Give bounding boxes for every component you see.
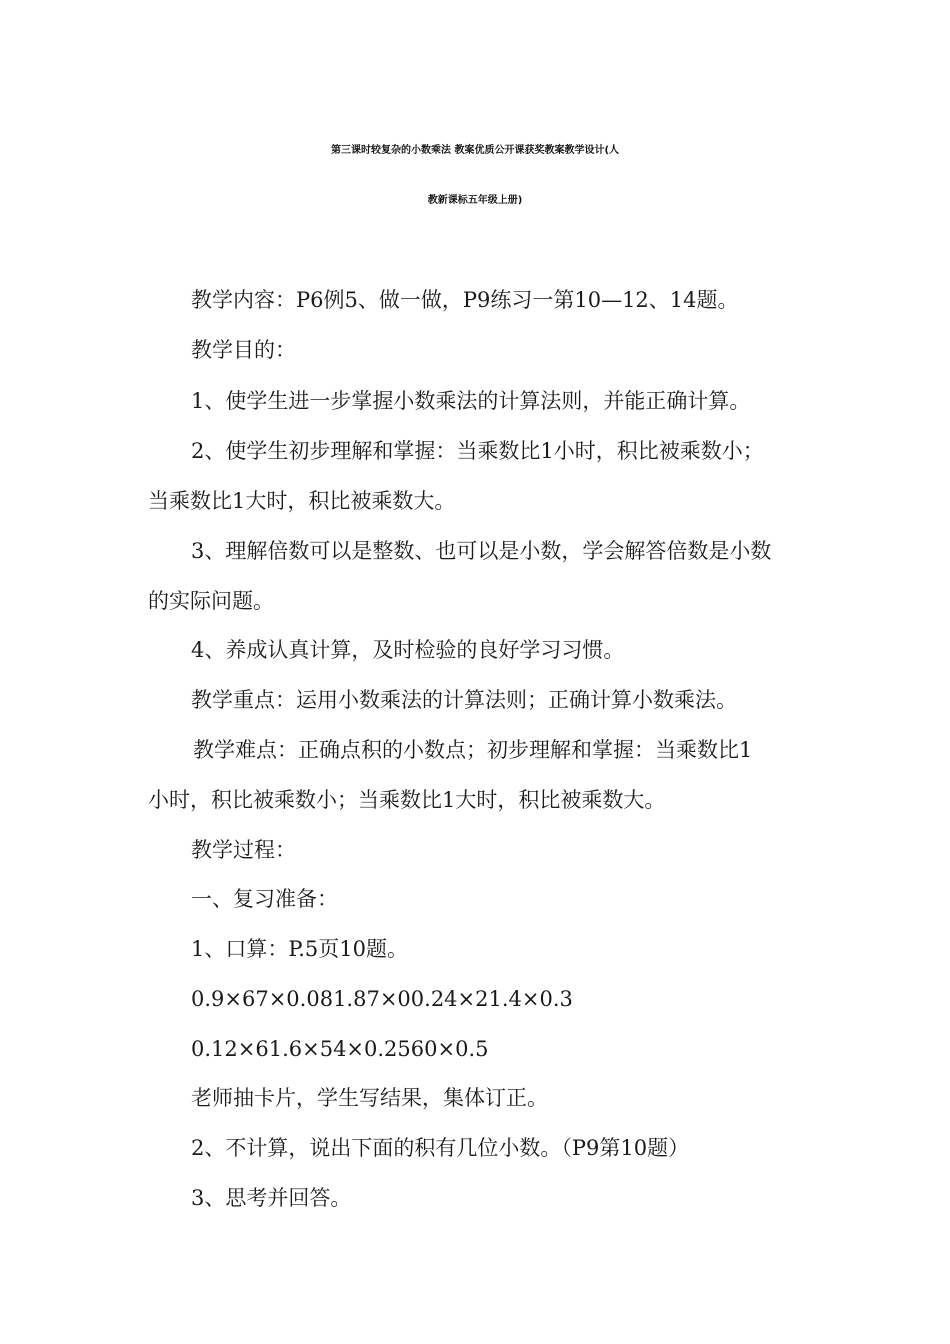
document-title-line-2: 教新课标五年级上册) bbox=[427, 195, 523, 206]
paragraph-teacher-cards: 老师抽卡片，学生写结果，集体订正。 bbox=[191, 1086, 548, 1110]
paragraph-review-heading: 一、复习准备： bbox=[191, 887, 338, 911]
paragraph-goal-3: 3、理解倍数可以是整数、也可以是小数，学会解答倍数是小数 bbox=[191, 539, 772, 563]
paragraph-no-calc: 2、不计算，说出下面的积有几位小数。（P9第10题） bbox=[191, 1136, 690, 1160]
document-title-line-1: 第三课时较复杂的小数乘法 教案优质公开课获奖教案教学设计(人 bbox=[330, 145, 620, 156]
paragraph-oral-calc: 1、口算：P.5页10题。 bbox=[191, 937, 408, 961]
paragraph-think-answer: 3、思考并回答。 bbox=[191, 1186, 352, 1210]
paragraph-calc-row-1: 0.9×67×0.081.87×00.24×21.4×0.3 bbox=[191, 987, 573, 1011]
paragraph-difficulties: 教学难点：正确点积的小数点；初步理解和掌握：当乘数比1 bbox=[193, 738, 753, 762]
paragraph-difficulties-cont: 小时，积比被乘数小；当乘数比1大时，积比被乘数大。 bbox=[148, 788, 666, 812]
paragraph-process-heading: 教学过程： bbox=[191, 838, 296, 862]
paragraph-teaching-content: 教学内容：P6例5、做一做，P9练习一第10—12、14题。 bbox=[191, 288, 739, 312]
paragraph-goal-4: 4、养成认真计算，及时检验的良好学习习惯。 bbox=[191, 638, 625, 662]
paragraph-goal-1: 1、使学生进一步掌握小数乘法的计算法则，并能正确计算。 bbox=[191, 389, 751, 413]
paragraph-calc-row-2: 0.12×61.6×54×0.2560×0.5 bbox=[191, 1037, 489, 1061]
paragraph-goal-3-cont: 的实际问题。 bbox=[148, 589, 274, 613]
paragraph-key-points: 教学重点：运用小数乘法的计算法则；正确计算小数乘法。 bbox=[191, 688, 737, 712]
paragraph-goal-2: 2、使学生初步理解和掌握：当乘数比1小时，积比被乘数小； bbox=[191, 439, 764, 463]
paragraph-teaching-goals-heading: 教学目的： bbox=[191, 338, 296, 362]
paragraph-goal-2-cont: 当乘数比1大时，积比被乘数大。 bbox=[148, 489, 456, 513]
